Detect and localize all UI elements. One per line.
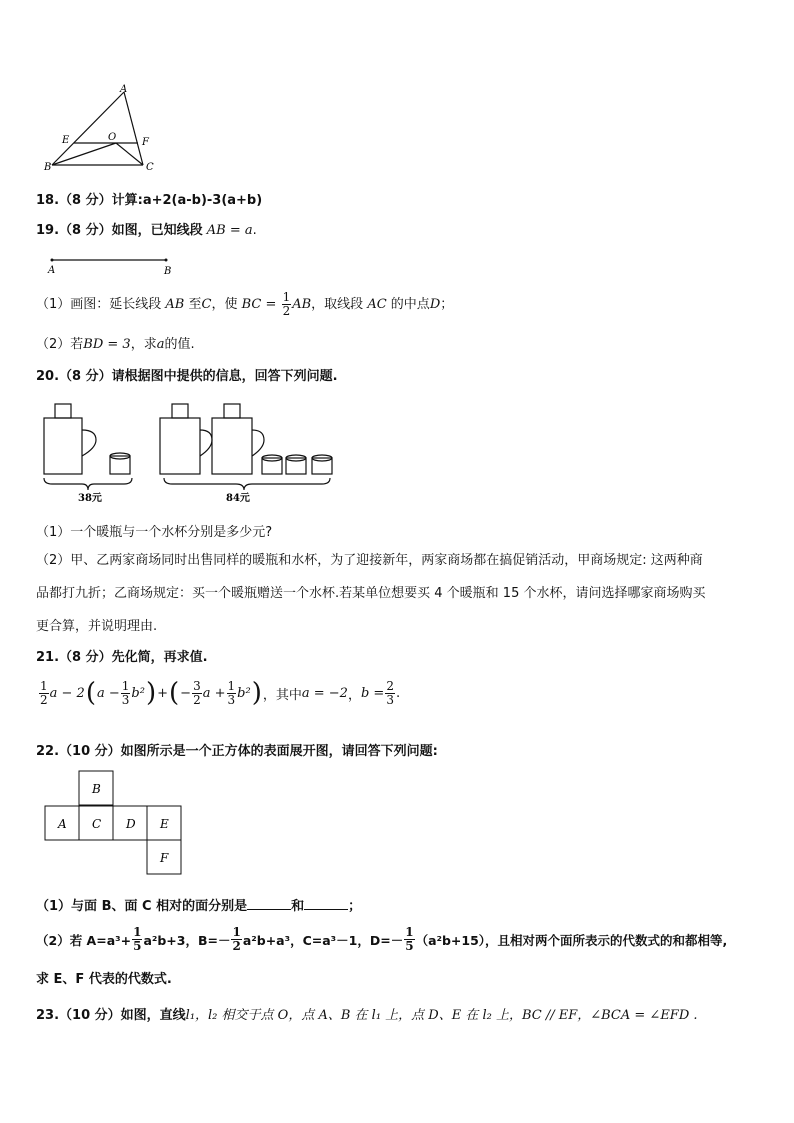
segment-label-A: A: [48, 265, 56, 276]
q21-rp2: ): [251, 678, 262, 708]
q19-p2-a: （2）若: [36, 337, 84, 352]
q21-t5: a +: [202, 685, 226, 701]
q22-p1-a: （1）与面 B、面 C 相对的面分别是: [36, 899, 248, 914]
frac-3-den: 2: [193, 692, 201, 707]
q21-lp: (: [85, 678, 96, 708]
label-E: E: [62, 135, 70, 146]
question-18: [36, 189, 262, 208]
label-B: B: [44, 162, 52, 173]
q22-part2-line2: 求 E、F 代表的代数式.: [36, 972, 172, 987]
frac-5-den: 3: [386, 692, 394, 707]
cell-D: D: [126, 817, 136, 831]
q22-frac-1-den: 5: [133, 939, 142, 953]
frac-1-den: 2: [40, 692, 48, 707]
answer-blank-2[interactable]: [304, 897, 348, 910]
q21-expression: [38, 678, 400, 708]
cube-net-figure: [44, 770, 184, 878]
q22-frac-2: [231, 926, 241, 953]
question-21: 21.（8 分）先化简，再求值.: [36, 650, 208, 665]
frac-5: [385, 680, 395, 707]
q21-t2: a −: [96, 685, 120, 701]
q19-end: .: [252, 223, 257, 238]
frac-4: [227, 680, 237, 707]
thermos-cup-figure: [40, 400, 350, 506]
label-F: F: [142, 137, 149, 148]
q19-part1: [36, 291, 453, 318]
q19-part2: [36, 333, 195, 352]
answer-blank-1[interactable]: [247, 897, 291, 910]
q19-p1-ab2: AB: [292, 297, 312, 312]
q19-p1-ac: AC: [367, 297, 387, 312]
q19-p1-g: ；: [440, 297, 454, 312]
q22-frac-2-num: 1: [232, 925, 241, 939]
q22-frac-3-num: 1: [405, 925, 414, 939]
price-84: 84元: [226, 493, 250, 504]
q22-p2-d: （a²b+15），且相对两个面所表示的代数式的和都相等,: [415, 932, 728, 948]
q23-head: 23.（10 分）如图，直线: [36, 1008, 186, 1023]
frac-num: 1: [282, 290, 291, 304]
frac-4-den: 3: [227, 692, 236, 707]
label-C: C: [146, 162, 154, 173]
frac-2-den: 3: [121, 692, 130, 707]
q21-dot: .: [395, 685, 401, 701]
q21-plus: +: [157, 685, 169, 701]
frac-den: 2: [282, 304, 291, 318]
q22-p2-c: a²b+a³，C=a³－1，D=－: [242, 932, 404, 948]
frac-5-num: 2: [386, 678, 394, 693]
q23-rest: l₁，l₂ 相交于点 O，点 A、B 在 l₁ 上，点 D、E 在 l₂ 上，BC // EF，∠BCA = ∠EFD .: [185, 1008, 698, 1023]
q22-frac-1: [132, 926, 142, 953]
q19-p2-b: ，求: [130, 337, 157, 352]
frac-2: [121, 680, 131, 707]
q19-p1-ab: AB: [165, 297, 185, 312]
label-A: A: [120, 84, 128, 95]
q21-lp2: (: [169, 678, 180, 708]
q19-given: AB = a: [206, 223, 253, 238]
q21-cond: ，其中: [262, 687, 302, 703]
q22-p1-end: ；: [348, 899, 362, 914]
q22-part1: [36, 895, 361, 914]
frac-1: [39, 680, 49, 707]
q18-expr: a+2(a-b)-3(a+b): [142, 193, 263, 208]
cell-A: A: [58, 817, 67, 831]
cell-F: F: [160, 851, 169, 865]
q19-p1-b: 至: [188, 297, 202, 312]
q22-part2: [36, 926, 727, 953]
q22-p1-and: 和: [291, 899, 305, 914]
segment-ab-figure: [44, 254, 184, 278]
question-22: 22.（10 分）如图所示是一个正方体的表面展开图，请回答下列问题:: [36, 744, 438, 759]
q20-part2-line2: 品都打九折；乙商场规定：买一个暖瓶赠送一个水杯.若某单位想要买 4 个暖瓶和 15 个水杯，请问选择哪家商场购买: [36, 586, 706, 601]
q22-frac-3-den: 5: [405, 939, 414, 953]
cell-C: C: [92, 817, 102, 831]
cell-B: B: [92, 782, 101, 796]
q19-p2-bd: BD = 3: [83, 337, 131, 352]
q21-t4: −: [180, 685, 192, 701]
q22-frac-3: [404, 926, 414, 953]
q18-head: 18.（8 分）计算:: [36, 193, 143, 208]
triangle-figure: [40, 82, 170, 176]
q21-t6: b²: [237, 685, 251, 701]
q21-t3: b²: [131, 685, 145, 701]
fraction-half: [282, 291, 292, 318]
q21-aval: a = −2: [301, 685, 348, 701]
frac-3-num: 3: [193, 678, 201, 693]
q19-p1-bc: BC =: [241, 297, 277, 312]
frac-4-num: 1: [227, 678, 236, 693]
q21-bval: b =: [360, 685, 385, 701]
question-19: [36, 219, 257, 238]
q21-comma: ，: [347, 687, 361, 703]
q20-part2-line1: （2）甲、乙两家商场同时出售同样的暖瓶和水杯，为了迎接新年，两家商场都在搞促销活动，甲商场规定: 这两种商: [36, 553, 703, 568]
q19-p1-d: ，使: [211, 297, 238, 312]
frac-1-num: 1: [40, 678, 48, 693]
q22-frac-2-den: 2: [232, 939, 241, 953]
q21-t1: a − 2: [49, 685, 85, 701]
q19-p1-e: ，取线段: [311, 297, 364, 312]
q20-part1: （1）一个暖瓶与一个水杯分别是多少元?: [36, 525, 273, 540]
q22-frac-1-num: 1: [133, 925, 142, 939]
frac-3: [192, 680, 202, 707]
q19-p2-var: a: [156, 337, 165, 352]
q19-p1-a: （1）画图：延长线段: [36, 297, 162, 312]
q19-p2-c: 的值.: [164, 337, 195, 352]
price-38: 38元: [78, 493, 102, 504]
cell-E: E: [160, 817, 169, 831]
q20-part2-line3: 更合算，并说明理由.: [36, 619, 158, 634]
question-23: [36, 1004, 698, 1023]
q21-rp: ): [145, 678, 157, 708]
frac-2-num: 1: [121, 678, 130, 693]
label-O: O: [108, 132, 117, 143]
q19-p1-f: 的中点: [390, 297, 430, 312]
q19-p1-dpt: D: [429, 297, 441, 312]
q22-p2-a: （2）若 A=a³+: [36, 932, 132, 948]
question-20: 20.（8 分）请根据图中提供的信息，回答下列问题.: [36, 369, 338, 384]
segment-label-B: B: [164, 266, 172, 277]
q19-head: 19.（8 分）如图，已知线段: [36, 223, 203, 238]
q19-p1-c: C: [201, 297, 212, 312]
q22-p2-b: a²b+3，B=－: [143, 932, 231, 948]
